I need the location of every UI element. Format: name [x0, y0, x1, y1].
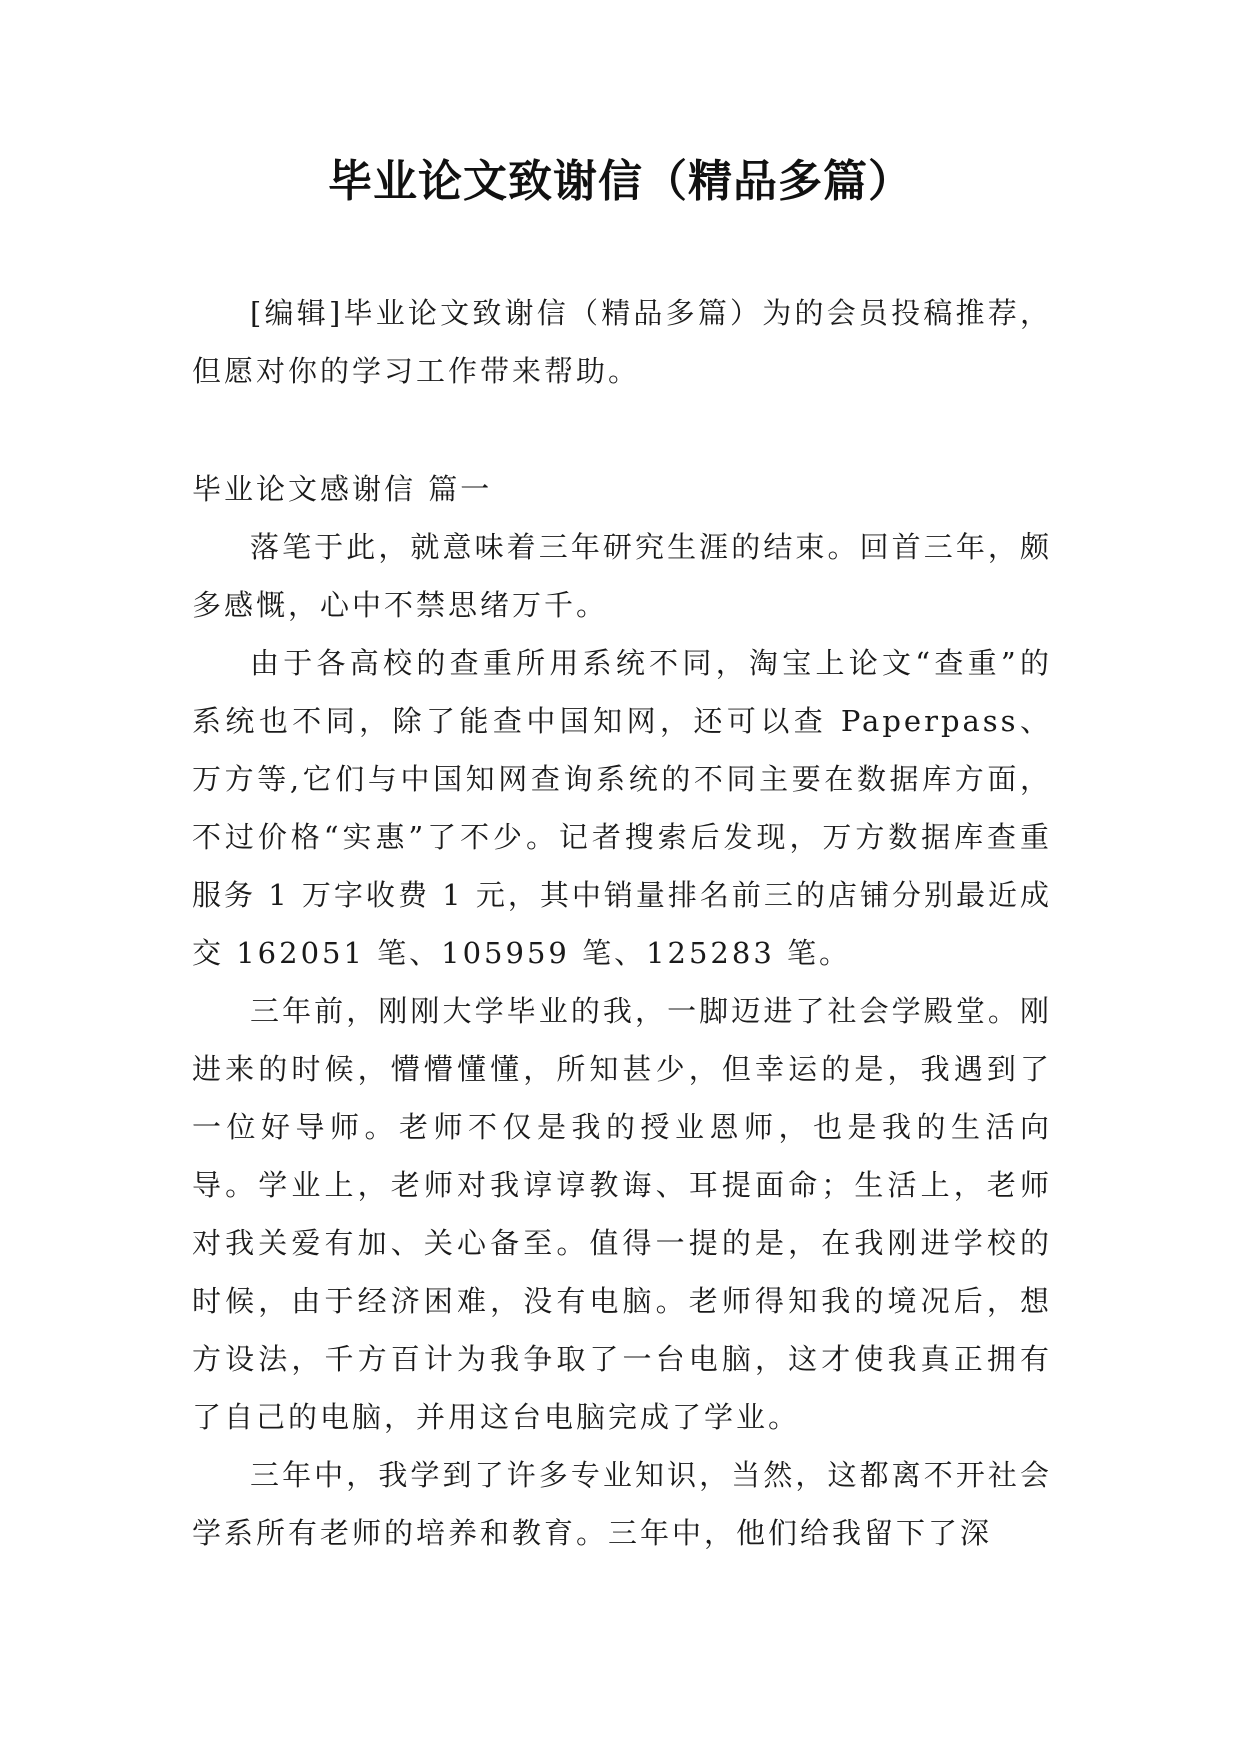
intro-paragraph: [编辑]毕业论文致谢信（精品多篇）为的会员投稿推荐，但愿对你的学习工作带来帮助。: [192, 296, 1052, 388]
body-paragraph-2: 由于各高校的查重所用系统不同，淘宝上论文“查重”的系统也不同，除了能查中国知网，还可以查 Paperpass、万方等,它们与中国知网查询系统的不同主要在数据库方面，不过价格“实惠”了不少。记者搜索后发现，万方数据库查重服务 1 万字收费 1 元，其中销量排名前三的店铺分别最近成交 162051 笔、105959 笔、125283 笔。: [192, 646, 1052, 970]
section-heading: 毕业论文感谢信 篇一: [192, 472, 493, 506]
article-body: [192, 460, 1052, 1562]
body-paragraph-4: 三年中，我学到了许多专业知识，当然，这都离不开社会学系所有老师的培养和教育。三年中，他们给我留下了深: [192, 1458, 1052, 1550]
intro-block: [192, 284, 1052, 400]
body-paragraph-1: 落笔于此，就意味着三年研究生涯的结束。回首三年，颇多感慨，心中不禁思绪万千。: [192, 530, 1052, 622]
body-paragraph-3: 三年前，刚刚大学毕业的我，一脚迈进了社会学殿堂。刚进来的时候，懵懵懂懂，所知甚少，但幸运的是，我遇到了一位好导师。老师不仅是我的授业恩师，也是我的生活向导。学业上，老师对我谆谆教诲、耳提面命；生活上，老师对我关爱有加、关心备至。值得一提的是，在我刚进学校的时候，由于经济困难，没有电脑。老师得知我的境况后，想方设法，千方百计为我争取了一台电脑，这才使我真正拥有了自己的电脑，并用这台电脑完成了学业。: [192, 994, 1052, 1434]
document-title: 毕业论文致谢信（精品多篇）: [328, 156, 913, 207]
